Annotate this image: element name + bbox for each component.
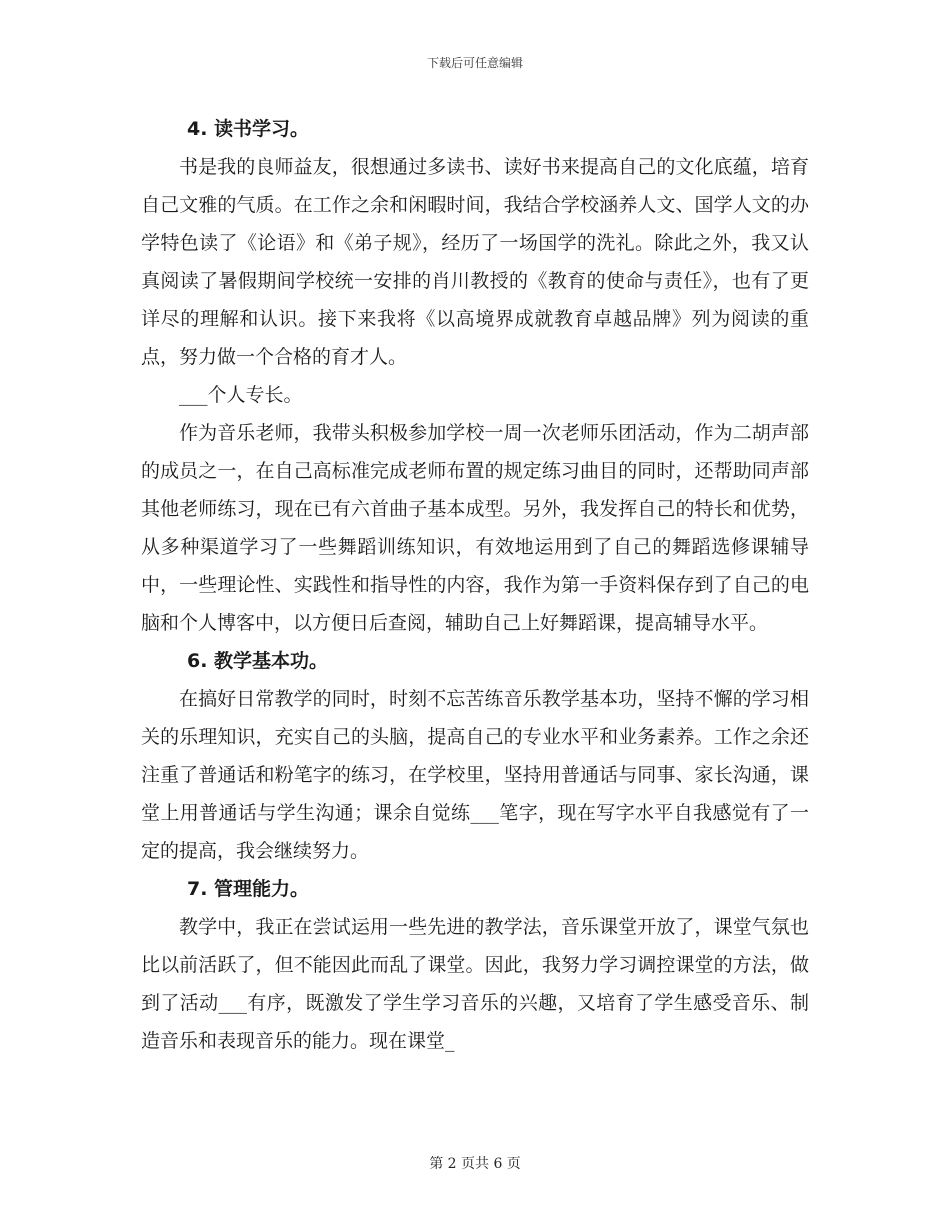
document-body [141,110,809,1060]
paragraph-specialty-title: ___个人专长。 [179,384,303,406]
paragraph-management: 教学中，我正在尝试运用一些先进的教学法，音乐课堂开放了，课堂气氛也比以前活跃了，但不能因此而乱了课堂。因此，我努力学习调控课堂的方法，做到了活动___有序，既激发了学生学习音乐的兴趣，又培育了学生感受音乐、制造音乐和表现音乐的能力。现在课堂_ [141,916,809,1052]
section-heading-reading: 4. 读书学习。 [187,118,310,140]
paragraph-reading: 书是我的良师益友，很想通过多读书、读好书来提高自己的文化底蕴，培育自己文雅的气质。在工作之余和闲暇时间，我结合学校涵养人文、国学人文的办学特色读了《论语》和《弟子规》，经历了一场国学的洗礼。除此之外，我又认真阅读了暑假期间学校统一安排的肖川教授的《教育的使命与责任》，也有了更详尽的理解和认识。接下来我将《以高境界成就教育卓越品牌》列为阅读的重点，努力做一个合格的育才人。 [141,156,809,368]
paragraph-teaching-skills: 在搞好日常教学的同时，时刻不忘苦练音乐教学基本功，坚持不懈的学习相关的乐理知识，充实自己的头脑，提高自己的专业水平和业务素养。工作之余还注重了普通话和粉笔字的练习，在学校里，坚持用普通话与同事、家长沟通，课堂上用普通话与学生沟通；课余自觉练___笔字，现在写字水平自我感觉有了一定的提高，我会继续努力。 [141,688,809,862]
page-number: 第 2 页共 6 页 [429,1156,521,1172]
paragraph-specialty: 作为音乐老师，我带头积极参加学校一周一次老师乐团活动，作为二胡声部的成员之一，在自己高标准完成老师布置的规定练习曲目的同时，还帮助同声部其他老师练习，现在已有六首曲子基本成型。另外，我发挥自己的特长和优势，从多种渠道学习了一些舞蹈训练知识，有效地运用到了自己的舞蹈选修课辅导中，一些理论性、实践性和指导性的内容，我作为第一手资料保存到了自己的电脑和个人博客中，以方便日后查阅，辅助自己上好舞蹈课，提高辅导水平。 [141,422,809,634]
section-heading-teaching-skills: 6. 教学基本功。 [187,650,329,672]
section-heading-management: 7. 管理能力。 [187,878,310,900]
page-header-note: 下载后可任意编辑 [426,56,523,70]
